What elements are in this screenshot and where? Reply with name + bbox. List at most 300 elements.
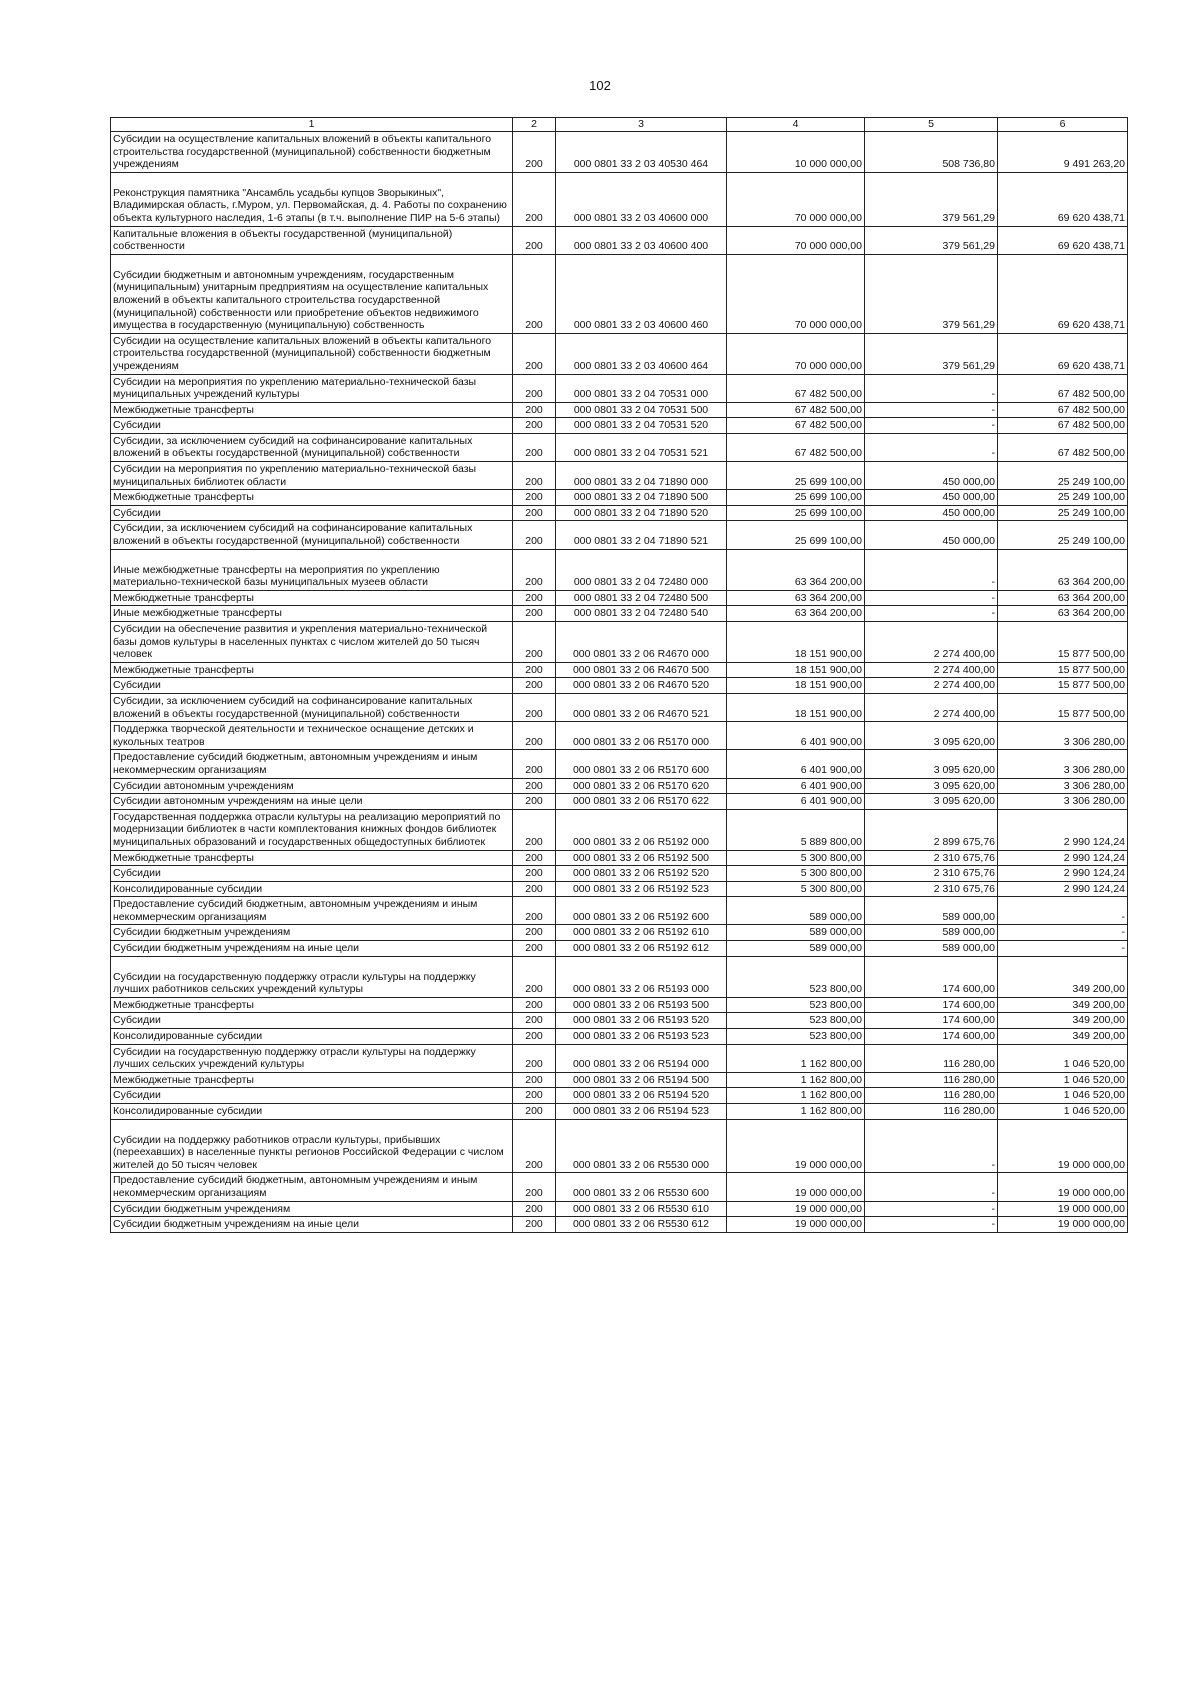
table-row [111, 809, 1128, 850]
row-amount-col6: 69 620 438,71 [998, 172, 1128, 226]
row-amount-col5: 2 274 400,00 [865, 662, 998, 678]
row-kvsr-cell: 200 [513, 693, 556, 721]
row-kvsr-cell: 200 [513, 1217, 556, 1233]
row-amount-col5: - [865, 374, 998, 402]
row-amount-col4: 1 162 800,00 [727, 1088, 865, 1104]
row-amount-col4: 25 699 100,00 [727, 462, 865, 490]
table-row [111, 1072, 1128, 1088]
row-amount-col4: 18 151 900,00 [727, 622, 865, 663]
row-name-cell: Субсидии автономным учреждениям [111, 778, 513, 794]
table-row [111, 956, 1128, 997]
row-kvsr-cell: 200 [513, 418, 556, 434]
row-name-cell: Субсидии [111, 1088, 513, 1104]
row-name-cell: Консолидированные субсидии [111, 1029, 513, 1045]
row-code-cell: 000 0801 33 2 06 R5530 610 [556, 1201, 727, 1217]
row-amount-col5: 450 000,00 [865, 490, 998, 506]
table-row [111, 622, 1128, 663]
row-code-cell: 000 0801 33 2 06 R4670 000 [556, 622, 727, 663]
row-code-cell: 000 0801 33 2 03 40600 400 [556, 226, 727, 254]
row-amount-col4: 523 800,00 [727, 1013, 865, 1029]
row-kvsr-cell: 200 [513, 1029, 556, 1045]
row-amount-col4: 1 162 800,00 [727, 1104, 865, 1120]
row-amount-col5: - [865, 590, 998, 606]
row-code-cell: 000 0801 33 2 06 R5194 520 [556, 1088, 727, 1104]
row-amount-col4: 70 000 000,00 [727, 254, 865, 333]
row-kvsr-cell: 200 [513, 809, 556, 850]
row-amount-col6: 2 990 124,24 [998, 850, 1128, 866]
row-code-cell: 000 0801 33 2 04 71890 521 [556, 521, 727, 549]
row-code-cell: 000 0801 33 2 06 R5193 523 [556, 1029, 727, 1045]
row-amount-col4: 19 000 000,00 [727, 1201, 865, 1217]
row-amount-col6: 25 249 100,00 [998, 462, 1128, 490]
column-header-2: 2 [513, 118, 556, 132]
table-row [111, 1119, 1128, 1173]
row-code-cell: 000 0801 33 2 06 R5530 600 [556, 1173, 727, 1201]
row-name-cell: Поддержка творческой деятельности и техническое оснащение детских и кукольных театров [111, 722, 513, 750]
row-code-cell: 000 0801 33 2 06 R5192 523 [556, 881, 727, 897]
row-amount-col5: 3 095 620,00 [865, 750, 998, 778]
row-amount-col6: 63 364 200,00 [998, 606, 1128, 622]
row-amount-col5: 379 561,29 [865, 226, 998, 254]
row-amount-col4: 67 482 500,00 [727, 418, 865, 434]
row-amount-col6: - [998, 941, 1128, 957]
row-amount-col4: 5 300 800,00 [727, 866, 865, 882]
row-kvsr-cell: 200 [513, 662, 556, 678]
row-kvsr-cell: 200 [513, 462, 556, 490]
row-code-cell: 000 0801 33 2 06 R5192 500 [556, 850, 727, 866]
row-code-cell: 000 0801 33 2 06 R5170 622 [556, 794, 727, 810]
row-kvsr-cell: 200 [513, 226, 556, 254]
table-header [111, 118, 1128, 132]
row-amount-col4: 5 300 800,00 [727, 881, 865, 897]
row-kvsr-cell: 200 [513, 505, 556, 521]
row-name-cell: Межбюджетные трансферты [111, 850, 513, 866]
page-number: 102 [589, 78, 611, 93]
row-amount-col6: 3 306 280,00 [998, 750, 1128, 778]
row-amount-col5: 116 280,00 [865, 1072, 998, 1088]
row-code-cell: 000 0801 33 2 06 R5170 620 [556, 778, 727, 794]
column-header-3: 3 [556, 118, 727, 132]
row-amount-col4: 67 482 500,00 [727, 402, 865, 418]
row-amount-col6: 25 249 100,00 [998, 505, 1128, 521]
budget-table [110, 117, 1128, 1233]
row-name-cell: Предоставление субсидий бюджетным, автономным учреждениям и иным некоммерческим организациям [111, 897, 513, 925]
row-amount-col5: - [865, 1173, 998, 1201]
row-name-cell: Субсидии автономным учреждениям на иные цели [111, 794, 513, 810]
row-kvsr-cell: 200 [513, 794, 556, 810]
row-name-cell: Субсидии [111, 866, 513, 882]
row-amount-col4: 19 000 000,00 [727, 1217, 865, 1233]
row-amount-col5: 3 095 620,00 [865, 794, 998, 810]
row-amount-col6: 25 249 100,00 [998, 521, 1128, 549]
row-name-cell: Государственная поддержка отрасли культуры на реализацию мероприятий по модернизации библиотек в части комплектования книжных фондов библиотек муниципальных образований и государственных общедоступных библиотек [111, 809, 513, 850]
row-amount-col4: 523 800,00 [727, 997, 865, 1013]
row-amount-col6: 15 877 500,00 [998, 662, 1128, 678]
row-name-cell: Межбюджетные трансферты [111, 490, 513, 506]
row-amount-col5: 116 280,00 [865, 1044, 998, 1072]
row-amount-col6: 15 877 500,00 [998, 678, 1128, 694]
row-kvsr-cell: 200 [513, 1119, 556, 1173]
row-kvsr-cell: 200 [513, 997, 556, 1013]
row-amount-col6: 19 000 000,00 [998, 1119, 1128, 1173]
table-row [111, 850, 1128, 866]
row-amount-col5: 174 600,00 [865, 1029, 998, 1045]
row-name-cell: Субсидии, за исключением субсидий на софинансирование капитальных вложений в объекты государственной (муниципальной) собственности [111, 693, 513, 721]
row-code-cell: 000 0801 33 2 06 R5192 000 [556, 809, 727, 850]
row-amount-col5: 379 561,29 [865, 172, 998, 226]
row-name-cell: Субсидии на обеспечение развития и укрепления материально-технической базы домов культуры в населенных пунктах с числом жителей до 50 тысяч человек [111, 622, 513, 663]
row-name-cell: Межбюджетные трансферты [111, 997, 513, 1013]
row-kvsr-cell: 200 [513, 881, 556, 897]
row-amount-col5: 174 600,00 [865, 1013, 998, 1029]
row-amount-col4: 589 000,00 [727, 925, 865, 941]
row-amount-col5: 508 736,80 [865, 132, 998, 173]
row-code-cell: 000 0801 33 2 06 R5193 000 [556, 956, 727, 997]
row-amount-col5: - [865, 1201, 998, 1217]
row-amount-col6: 63 364 200,00 [998, 549, 1128, 590]
table-row [111, 1044, 1128, 1072]
row-name-cell: Субсидии на государственную поддержку отрасли культуры на поддержку лучших работников сельских учреждений культуры [111, 956, 513, 997]
row-amount-col6: 15 877 500,00 [998, 693, 1128, 721]
table-row [111, 590, 1128, 606]
row-amount-col6: 69 620 438,71 [998, 254, 1128, 333]
row-amount-col4: 18 151 900,00 [727, 693, 865, 721]
row-amount-col6: 349 200,00 [998, 956, 1128, 997]
row-kvsr-cell: 200 [513, 1173, 556, 1201]
row-code-cell: 000 0801 33 2 04 70531 521 [556, 433, 727, 461]
row-code-cell: 000 0801 33 2 06 R5194 000 [556, 1044, 727, 1072]
row-name-cell: Межбюджетные трансферты [111, 402, 513, 418]
row-kvsr-cell: 200 [513, 850, 556, 866]
table-row [111, 462, 1128, 490]
row-amount-col4: 25 699 100,00 [727, 505, 865, 521]
row-name-cell: Межбюджетные трансферты [111, 590, 513, 606]
row-amount-col4: 18 151 900,00 [727, 662, 865, 678]
row-code-cell: 000 0801 33 2 04 72480 000 [556, 549, 727, 590]
table-row [111, 549, 1128, 590]
row-code-cell: 000 0801 33 2 06 R5192 520 [556, 866, 727, 882]
row-kvsr-cell: 200 [513, 678, 556, 694]
row-code-cell: 000 0801 33 2 04 71890 500 [556, 490, 727, 506]
row-code-cell: 000 0801 33 2 06 R5170 600 [556, 750, 727, 778]
row-kvsr-cell: 200 [513, 1088, 556, 1104]
row-name-cell: Субсидии [111, 418, 513, 434]
row-amount-col5: 450 000,00 [865, 505, 998, 521]
row-kvsr-cell: 200 [513, 778, 556, 794]
row-amount-col4: 70 000 000,00 [727, 172, 865, 226]
table-row [111, 750, 1128, 778]
column-header-4: 4 [727, 118, 865, 132]
row-amount-col6: 1 046 520,00 [998, 1104, 1128, 1120]
row-amount-col6: 69 620 438,71 [998, 333, 1128, 374]
row-name-cell: Субсидии, за исключением субсидий на софинансирование капитальных вложений в объекты государственной (муниципальной) собственности [111, 433, 513, 461]
row-name-cell: Субсидии бюджетным и автономным учреждениям, государственным (муниципальным) унитарным предприятиям на осуществление капитальных вложений в объекты капитального строительства государственной (муниципальной) собственности или приобретение объектов недвижимого имущества в государственную (муниципальную) собственность [111, 254, 513, 333]
table-row [111, 418, 1128, 434]
column-header-5: 5 [865, 118, 998, 132]
table-row [111, 941, 1128, 957]
row-amount-col6: 69 620 438,71 [998, 226, 1128, 254]
row-name-cell: Консолидированные субсидии [111, 881, 513, 897]
row-amount-col4: 25 699 100,00 [727, 521, 865, 549]
row-amount-col6: 2 990 124,24 [998, 866, 1128, 882]
row-amount-col5: 2 899 675,76 [865, 809, 998, 850]
table-row [111, 881, 1128, 897]
row-kvsr-cell: 200 [513, 402, 556, 418]
table-row [111, 1029, 1128, 1045]
header-row [111, 118, 1128, 132]
row-amount-col4: 589 000,00 [727, 941, 865, 957]
row-kvsr-cell: 200 [513, 132, 556, 173]
row-amount-col5: 589 000,00 [865, 925, 998, 941]
table-row [111, 226, 1128, 254]
row-amount-col5: - [865, 1119, 998, 1173]
row-amount-col6: 67 482 500,00 [998, 402, 1128, 418]
row-code-cell: 000 0801 33 2 06 R5194 500 [556, 1072, 727, 1088]
row-amount-col4: 6 401 900,00 [727, 778, 865, 794]
row-code-cell: 000 0801 33 2 04 71890 520 [556, 505, 727, 521]
row-amount-col4: 70 000 000,00 [727, 226, 865, 254]
row-code-cell: 000 0801 33 2 04 70531 500 [556, 402, 727, 418]
row-amount-col6: 2 990 124,24 [998, 881, 1128, 897]
row-amount-col5: 2 274 400,00 [865, 678, 998, 694]
table-row [111, 1104, 1128, 1120]
row-name-cell: Субсидии бюджетным учреждениям [111, 925, 513, 941]
table-row [111, 254, 1128, 333]
row-code-cell: 000 0801 33 2 04 72480 540 [556, 606, 727, 622]
row-name-cell: Реконструкция памятника "Ансамбль усадьбы купцов Зворыкиных", Владимирская область, г.Муром, ул. Первомайская, д. 4. Работы по сохранению объекта культурного наследия, 1-6 этапы (в т.ч. выполнение ПИР на 5-6 этапы) [111, 172, 513, 226]
row-amount-col6: - [998, 897, 1128, 925]
row-amount-col5: 379 561,29 [865, 333, 998, 374]
row-amount-col4: 10 000 000,00 [727, 132, 865, 173]
table-row [111, 678, 1128, 694]
row-name-cell: Субсидии на осуществление капитальных вложений в объекты капитального строительства государственной (муниципальной) собственности бюджетным учреждениям [111, 132, 513, 173]
row-amount-col6: 349 200,00 [998, 997, 1128, 1013]
row-amount-col5: 116 280,00 [865, 1088, 998, 1104]
row-amount-col5: 174 600,00 [865, 956, 998, 997]
row-amount-col6: 63 364 200,00 [998, 590, 1128, 606]
row-amount-col4: 1 162 800,00 [727, 1072, 865, 1088]
row-amount-col5: 2 274 400,00 [865, 693, 998, 721]
row-code-cell: 000 0801 33 2 06 R4670 500 [556, 662, 727, 678]
row-amount-col6: 1 046 520,00 [998, 1088, 1128, 1104]
row-amount-col6: 67 482 500,00 [998, 433, 1128, 461]
row-kvsr-cell: 200 [513, 333, 556, 374]
row-amount-col5: 116 280,00 [865, 1104, 998, 1120]
row-code-cell: 000 0801 33 2 03 40530 464 [556, 132, 727, 173]
row-amount-col5: 589 000,00 [865, 941, 998, 957]
row-amount-col6: 19 000 000,00 [998, 1173, 1128, 1201]
row-name-cell: Межбюджетные трансферты [111, 1072, 513, 1088]
row-name-cell: Субсидии бюджетным учреждениям на иные цели [111, 1217, 513, 1233]
row-name-cell: Субсидии на осуществление капитальных вложений в объекты капитального строительства государственной (муниципальной) собственности бюджетным учреждениям [111, 333, 513, 374]
row-amount-col6: 19 000 000,00 [998, 1217, 1128, 1233]
table-row [111, 374, 1128, 402]
row-name-cell: Межбюджетные трансферты [111, 662, 513, 678]
row-kvsr-cell: 200 [513, 722, 556, 750]
row-kvsr-cell: 200 [513, 172, 556, 226]
row-amount-col4: 63 364 200,00 [727, 590, 865, 606]
row-amount-col6: 9 491 263,20 [998, 132, 1128, 173]
column-header-6: 6 [998, 118, 1128, 132]
row-code-cell: 000 0801 33 2 06 R5530 000 [556, 1119, 727, 1173]
table-row [111, 1013, 1128, 1029]
row-kvsr-cell: 200 [513, 521, 556, 549]
row-code-cell: 000 0801 33 2 06 R5192 612 [556, 941, 727, 957]
row-code-cell: 000 0801 33 2 04 71890 000 [556, 462, 727, 490]
row-amount-col6: 2 990 124,24 [998, 809, 1128, 850]
row-name-cell: Консолидированные субсидии [111, 1104, 513, 1120]
table-row [111, 172, 1128, 226]
row-name-cell: Субсидии бюджетным учреждениям на иные цели [111, 941, 513, 957]
column-header-1: 1 [111, 118, 513, 132]
table-row [111, 521, 1128, 549]
row-amount-col4: 19 000 000,00 [727, 1119, 865, 1173]
row-amount-col5: 2 310 675,76 [865, 850, 998, 866]
row-name-cell: Субсидии [111, 678, 513, 694]
row-code-cell: 000 0801 33 2 06 R5192 610 [556, 925, 727, 941]
row-amount-col6: 1 046 520,00 [998, 1072, 1128, 1088]
row-code-cell: 000 0801 33 2 06 R4670 520 [556, 678, 727, 694]
table-row [111, 925, 1128, 941]
row-code-cell: 000 0801 33 2 06 R5193 520 [556, 1013, 727, 1029]
row-name-cell: Субсидии на мероприятия по укреплению материально-технической базы муниципальных учреждений культуры [111, 374, 513, 402]
row-name-cell: Субсидии [111, 1013, 513, 1029]
row-amount-col4: 5 300 800,00 [727, 850, 865, 866]
row-code-cell: 000 0801 33 2 03 40600 464 [556, 333, 727, 374]
row-name-cell: Иные межбюджетные трансферты [111, 606, 513, 622]
row-amount-col4: 6 401 900,00 [727, 750, 865, 778]
row-amount-col5: 2 274 400,00 [865, 622, 998, 663]
row-amount-col6: 15 877 500,00 [998, 622, 1128, 663]
row-amount-col6: 3 306 280,00 [998, 722, 1128, 750]
row-code-cell: 000 0801 33 2 06 R5194 523 [556, 1104, 727, 1120]
row-amount-col4: 6 401 900,00 [727, 722, 865, 750]
row-amount-col5: 2 310 675,76 [865, 866, 998, 882]
row-amount-col4: 25 699 100,00 [727, 490, 865, 506]
row-amount-col5: - [865, 606, 998, 622]
row-amount-col6: 19 000 000,00 [998, 1201, 1128, 1217]
row-kvsr-cell: 200 [513, 1201, 556, 1217]
row-amount-col4: 523 800,00 [727, 956, 865, 997]
table-row [111, 1201, 1128, 1217]
row-kvsr-cell: 200 [513, 490, 556, 506]
table-row [111, 490, 1128, 506]
row-name-cell: Субсидии бюджетным учреждениям [111, 1201, 513, 1217]
row-kvsr-cell: 200 [513, 866, 556, 882]
row-kvsr-cell: 200 [513, 925, 556, 941]
row-kvsr-cell: 200 [513, 254, 556, 333]
row-amount-col6: 349 200,00 [998, 1029, 1128, 1045]
table-row [111, 132, 1128, 173]
row-amount-col5: 174 600,00 [865, 997, 998, 1013]
row-code-cell: 000 0801 33 2 04 70531 520 [556, 418, 727, 434]
row-amount-col4: 523 800,00 [727, 1029, 865, 1045]
row-amount-col6: 1 046 520,00 [998, 1044, 1128, 1072]
row-name-cell: Субсидии, за исключением субсидий на софинансирование капитальных вложений в объекты государственной (муниципальной) собственности [111, 521, 513, 549]
table-row [111, 333, 1128, 374]
row-amount-col4: 70 000 000,00 [727, 333, 865, 374]
row-amount-col6: 3 306 280,00 [998, 794, 1128, 810]
row-code-cell: 000 0801 33 2 06 R5170 000 [556, 722, 727, 750]
table-row [111, 693, 1128, 721]
row-kvsr-cell: 200 [513, 606, 556, 622]
row-code-cell: 000 0801 33 2 03 40600 000 [556, 172, 727, 226]
row-amount-col4: 67 482 500,00 [727, 374, 865, 402]
row-kvsr-cell: 200 [513, 956, 556, 997]
row-kvsr-cell: 200 [513, 1072, 556, 1088]
row-kvsr-cell: 200 [513, 549, 556, 590]
row-kvsr-cell: 200 [513, 590, 556, 606]
row-code-cell: 000 0801 33 2 06 R5193 500 [556, 997, 727, 1013]
row-amount-col5: - [865, 402, 998, 418]
table-row [111, 1217, 1128, 1233]
row-amount-col4: 18 151 900,00 [727, 678, 865, 694]
row-amount-col5: 3 095 620,00 [865, 722, 998, 750]
row-kvsr-cell: 200 [513, 1044, 556, 1072]
table-row [111, 1088, 1128, 1104]
table-row [111, 997, 1128, 1013]
table-row [111, 866, 1128, 882]
row-code-cell: 000 0801 33 2 04 72480 500 [556, 590, 727, 606]
row-amount-col4: 19 000 000,00 [727, 1173, 865, 1201]
table-row [111, 897, 1128, 925]
row-name-cell: Предоставление субсидий бюджетным, автономным учреждениям и иным некоммерческим организациям [111, 1173, 513, 1201]
table-row [111, 402, 1128, 418]
row-amount-col5: - [865, 549, 998, 590]
table-row [111, 722, 1128, 750]
row-amount-col6: 67 482 500,00 [998, 374, 1128, 402]
row-amount-col5: 3 095 620,00 [865, 778, 998, 794]
row-kvsr-cell: 200 [513, 433, 556, 461]
row-amount-col5: 450 000,00 [865, 521, 998, 549]
row-amount-col4: 63 364 200,00 [727, 606, 865, 622]
row-code-cell: 000 0801 33 2 06 R4670 521 [556, 693, 727, 721]
row-kvsr-cell: 200 [513, 750, 556, 778]
row-amount-col6: 3 306 280,00 [998, 778, 1128, 794]
row-amount-col5: 379 561,29 [865, 254, 998, 333]
row-amount-col4: 67 482 500,00 [727, 433, 865, 461]
row-name-cell: Субсидии на мероприятия по укреплению материально-технической базы муниципальных библиотек области [111, 462, 513, 490]
row-amount-col5: - [865, 1217, 998, 1233]
row-amount-col5: 589 000,00 [865, 897, 998, 925]
row-kvsr-cell: 200 [513, 1104, 556, 1120]
row-kvsr-cell: 200 [513, 941, 556, 957]
row-name-cell: Капитальные вложения в объекты государственной (муниципальной) собственности [111, 226, 513, 254]
row-kvsr-cell: 200 [513, 897, 556, 925]
row-amount-col5: - [865, 433, 998, 461]
row-name-cell: Субсидии [111, 505, 513, 521]
table-row [111, 606, 1128, 622]
row-name-cell: Иные межбюджетные трансферты на мероприятия по укреплению материально-технической базы муниципальных музеев области [111, 549, 513, 590]
table-row [111, 505, 1128, 521]
row-code-cell: 000 0801 33 2 06 R5530 612 [556, 1217, 727, 1233]
row-amount-col4: 5 889 800,00 [727, 809, 865, 850]
row-amount-col4: 1 162 800,00 [727, 1044, 865, 1072]
row-amount-col4: 63 364 200,00 [727, 549, 865, 590]
row-amount-col4: 6 401 900,00 [727, 794, 865, 810]
row-amount-col5: 2 310 675,76 [865, 881, 998, 897]
row-amount-col5: - [865, 418, 998, 434]
table-row [111, 1173, 1128, 1201]
table-body [111, 132, 1128, 1233]
row-name-cell: Субсидии на государственную поддержку отрасли культуры на поддержку лучших сельских учреждений культуры [111, 1044, 513, 1072]
row-name-cell: Субсидии на поддержку работников отрасли культуры, прибывших (переехавших) в населенные пункты регионов Российской Федерации с числом жителей до 50 тысяч человек [111, 1119, 513, 1173]
row-code-cell: 000 0801 33 2 06 R5192 600 [556, 897, 727, 925]
table-row [111, 794, 1128, 810]
table-row [111, 662, 1128, 678]
table-row [111, 433, 1128, 461]
row-code-cell: 000 0801 33 2 04 70531 000 [556, 374, 727, 402]
